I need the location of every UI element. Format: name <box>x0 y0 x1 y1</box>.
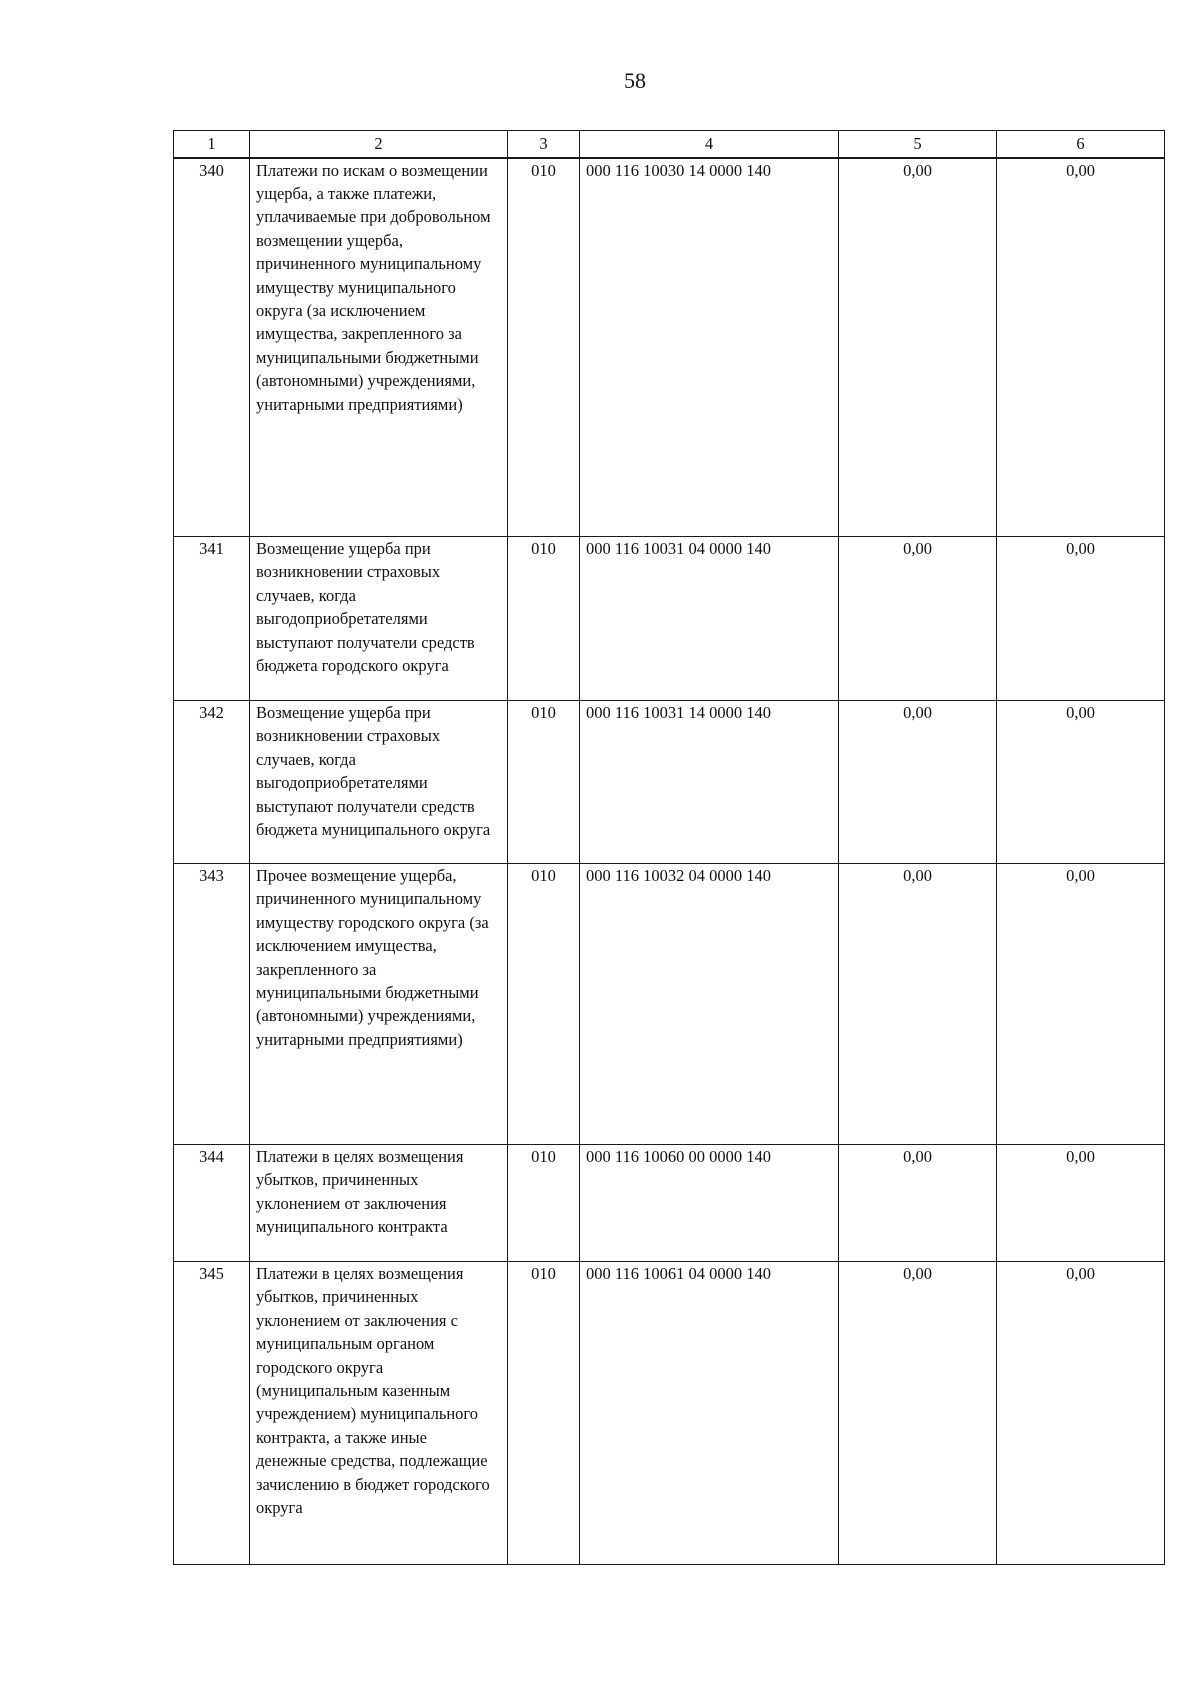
row-value-col5: 0,00 <box>839 701 997 864</box>
row-budget-code: 000 116 10061 04 0000 140 <box>580 1262 839 1565</box>
table-row <box>174 864 1165 1145</box>
row-number: 340 <box>174 158 250 537</box>
row-line-code: 010 <box>508 158 580 537</box>
row-value-col6: 0,00 <box>997 701 1165 864</box>
budget-table <box>173 130 1165 1565</box>
page-number: 58 <box>624 68 646 93</box>
table-row <box>174 537 1165 701</box>
row-value-col6: 0,00 <box>997 158 1165 537</box>
row-budget-code: 000 116 10031 04 0000 140 <box>580 537 839 701</box>
row-budget-code: 000 116 10060 00 0000 140 <box>580 1145 839 1262</box>
row-budget-code: 000 116 10032 04 0000 140 <box>580 864 839 1145</box>
row-value-col5: 0,00 <box>839 158 997 537</box>
column-header-5: 5 <box>839 131 997 158</box>
row-number: 343 <box>174 864 250 1145</box>
row-value-col5: 0,00 <box>839 1145 997 1262</box>
row-line-code: 010 <box>508 701 580 864</box>
column-header-3: 3 <box>508 131 580 158</box>
row-budget-code: 000 116 10031 14 0000 140 <box>580 701 839 864</box>
row-value-col6: 0,00 <box>997 1262 1165 1565</box>
table-row <box>174 1145 1165 1262</box>
row-value-col6: 0,00 <box>997 1145 1165 1262</box>
column-header-1: 1 <box>174 131 250 158</box>
row-description: Платежи в целях возмещения убытков, причиненных уклонением от заключения муниципального контракта <box>250 1145 508 1262</box>
row-description: Возмещение ущерба при возникновении страховых случаев, когда выгодоприобретателями выступают получатели средств бюджета муниципального округа <box>250 701 508 864</box>
column-header-4: 4 <box>580 131 839 158</box>
row-description: Платежи в целях возмещения убытков, причиненных уклонением от заключения с муниципальным органом городского округа (муниципальным казенным учреждением) муниципального контракта, а также иные денежные средства, подлежащие зачислению в бюджет городского округа <box>250 1262 508 1565</box>
row-value-col5: 0,00 <box>839 864 997 1145</box>
row-value-col6: 0,00 <box>997 537 1165 701</box>
table-row <box>174 1262 1165 1565</box>
column-header-2: 2 <box>250 131 508 158</box>
column-header-6: 6 <box>997 131 1165 158</box>
row-number: 341 <box>174 537 250 701</box>
row-number: 344 <box>174 1145 250 1262</box>
row-line-code: 010 <box>508 864 580 1145</box>
table-header-row <box>174 131 1165 158</box>
row-number: 342 <box>174 701 250 864</box>
row-value-col5: 0,00 <box>839 537 997 701</box>
row-value-col6: 0,00 <box>997 864 1165 1145</box>
row-value-col5: 0,00 <box>839 1262 997 1565</box>
row-line-code: 010 <box>508 537 580 701</box>
row-line-code: 010 <box>508 1145 580 1262</box>
row-line-code: 010 <box>508 1262 580 1565</box>
table-row <box>174 158 1165 537</box>
table-row <box>174 701 1165 864</box>
row-number: 345 <box>174 1262 250 1565</box>
row-budget-code: 000 116 10030 14 0000 140 <box>580 158 839 537</box>
row-description: Прочее возмещение ущерба, причиненного муниципальному имуществу городского округа (за исключением имущества, закрепленного за муниципальными бюджетными (автономными) учреждениями, унитарными предприятиями) <box>250 864 508 1145</box>
row-description: Платежи по искам о возмещении ущерба, а также платежи, уплачиваемые при добровольном возмещении ущерба, причиненного муниципальному имуществу муниципального округа (за исключением имущества, закрепленного за муниципальными бюджетными (автономными) учреждениями, унитарными предприятиями) <box>250 158 508 537</box>
row-description: Возмещение ущерба при возникновении страховых случаев, когда выгодоприобретателями выступают получатели средств бюджета городского округа <box>250 537 508 701</box>
